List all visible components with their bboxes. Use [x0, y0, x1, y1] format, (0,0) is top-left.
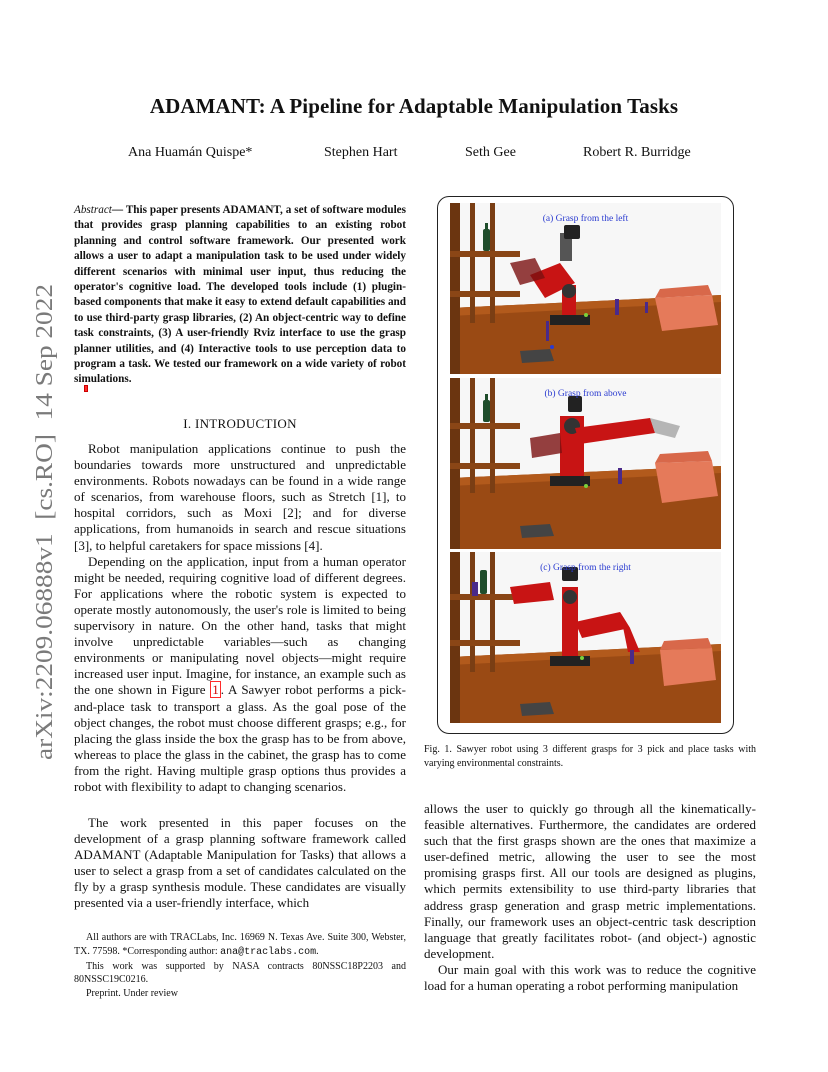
section-heading: I. INTRODUCTION — [183, 416, 297, 431]
author-name: Seth Gee — [465, 145, 516, 160]
intro-paragraph — [74, 554, 406, 795]
robot-scene-image — [450, 552, 721, 723]
intro-column-left-lower — [74, 815, 406, 912]
intro-column-right — [424, 801, 756, 994]
robot-scene-image — [450, 203, 721, 374]
panel-caption: (c) Grasp from the right — [540, 563, 631, 573]
intro-text: Depending on the application, input from a human operator might be needed, requiring cognitive load of different degrees. For applications where the robotic system is expected to operate mostly autonomously, the user's role is limited to being supervisory in nature. On the other hand, tasks that might involve unpredictable variables—such as changing environments or manipulating novel objects—might require increased user input. Imagine, for instance, an example such as the one shown in Figure — [74, 553, 406, 698]
funding-footnote: This work was supported by NASA contracts 80NSSC18P2203 and 80NSSC19C0216. — [74, 960, 406, 986]
author-name: Robert R. Burridge — [583, 145, 691, 160]
figure-reference-link[interactable]: 1 — [212, 682, 219, 698]
figure-panel — [450, 203, 721, 374]
affiliation-footnote — [74, 931, 406, 960]
author-name: Ana Huamán Quispe* — [128, 145, 253, 160]
abstract — [74, 203, 406, 388]
email-link[interactable]: ana@traclabs.com — [220, 946, 317, 958]
figure-panel — [450, 552, 721, 723]
intro-paragraph: allows the user to quickly go through all the kinematically-feasible alternatives. Furthermore, the candidates are ordered such that the first grasps shown are the ones that maximize a user-defined metric, allowing the user to see the most promising grasps first. All our tools are designed as plugins, which permits extensibility to use third-party libraries that address grasp generation and grasp metric implementations. Finally, our framework uses an object-centric task description language that greatly facilitates robot- (and object-) agnostic development. — [424, 801, 756, 961]
arxiv-stamp — [16, 282, 66, 762]
arxiv-identifier: arXiv:2209.06888v1 [cs.RO] 14 Sep 2022 — [32, 341, 58, 760]
panel-caption: (b) Grasp from above — [544, 389, 627, 399]
footnote-text: . — [316, 945, 319, 957]
abstract-text: — This paper presents ADAMANT, a set of software modules that provides grasp planning capabilities to an existing robot planning and control software framework. Our presented work allows a user to adapt a manipulation task to be used under widely different scenarios with minimal user input, thus reducing the operator's cognitive load. The developed tools include (1) plugin-based components that make it easy to extend default capabilities and to use third-party grasp libraries, (2) An object-centric way to define task constraints, (3) A user-friendly Rviz interface to use the grasp planner utilities, and (4) Interactive tools to use perception data to program a task. We tested our framework on a wide variety of robot simulations. — [74, 204, 406, 386]
figure-panel — [450, 378, 721, 549]
panel-caption: (a) Grasp from the left — [542, 214, 629, 224]
intro-paragraph: The work presented in this paper focuses on the development of a grasp planning software framework called ADAMANT (Adaptable Manipulation for Tasks) that allows a user to select a grasp from a set of candidates calculated on the fly by a grasp synthesis module. These candidates are visually presented via a user-friendly interface, which — [74, 815, 406, 911]
intro-paragraph: Our main goal with this work was to reduce the cognitive load for a human operating a robot performing manipulation — [424, 961, 756, 994]
link-marker[interactable] — [84, 385, 88, 392]
robot-scene-image — [450, 378, 721, 549]
intro-text: . A Sawyer robot performs a pick-and-place task to transport a glass. As the goal pose of the object changes, the robot must choose different grasps; e.g., for placing the glass inside the box the grasp has to be from above, whereas to place the glass in the cabinet, the grasp has to come from the right. Having multiple grasp options thus provides a robot with flexibility to adapt to changing scenarios. — [74, 682, 406, 794]
intro-paragraph: Robot manipulation applications continue to push the boundaries towards more unstructured and unpredictable environments. Robots nowadays can be found in a wide range of scenarios, from warehouse floors, such as Stretch [1], to hospital corridors, such as Moxi [2]; and for diverse applications, from humanoids in search and rescue situations [3], to helpful caretakers for space missions [4]. — [74, 441, 406, 553]
footnotes — [74, 931, 406, 1001]
author-name: Stephen Hart — [324, 145, 398, 160]
figure-caption: Fig. 1. Sawyer robot using 3 different grasps for 3 pick and place tasks with varying environmental constraints. — [424, 744, 756, 769]
intro-column-left — [74, 441, 406, 795]
paper-title: ADAMANT: A Pipeline for Adaptable Manipulation Tasks — [149, 94, 679, 118]
abstract-lead: Abstract — [74, 204, 112, 216]
footnote-text: All authors are with TRACLabs, Inc. 16969 N. Texas Ave. Suite 300, Webster, TX. 77598. *Corresponding author: — [74, 932, 406, 957]
preprint-note: Preprint. Under review — [86, 988, 178, 1000]
figure-1 — [437, 196, 734, 734]
